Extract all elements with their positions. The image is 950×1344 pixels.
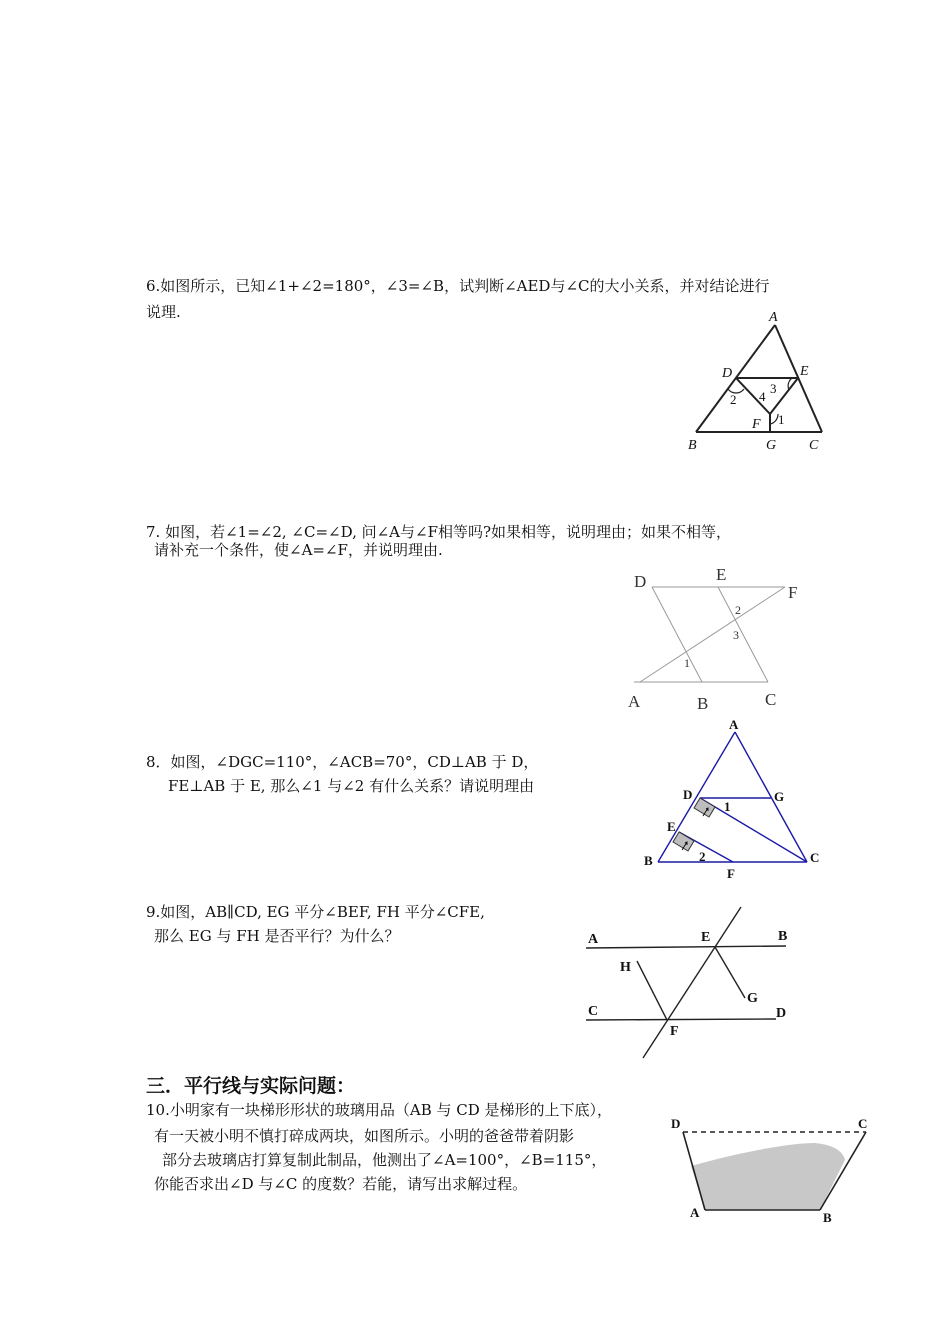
q7-label-F: F bbox=[788, 583, 798, 602]
q8-label-F: F bbox=[727, 866, 735, 881]
q6-label-F: F bbox=[752, 417, 761, 432]
q6-label-B: B bbox=[688, 438, 697, 453]
q9-figure bbox=[580, 900, 800, 1065]
q7-text-line2: 请补充一个条件，使∠A=∠F，并说明理由. bbox=[154, 541, 443, 559]
q6-label-G: G bbox=[766, 438, 777, 453]
q10-text-line1: 10.小明家有一块梯形形状的玻璃用品（AB 与 CD 是梯形的上下底）， bbox=[146, 1101, 613, 1119]
q7-line-db bbox=[652, 587, 702, 682]
q9-label-F: F bbox=[670, 1024, 679, 1039]
q8-side-ac bbox=[735, 732, 807, 862]
q7-label-E: E bbox=[716, 565, 727, 584]
q10-label-D: D bbox=[671, 1116, 681, 1131]
q6-label-E: E bbox=[800, 364, 809, 379]
q8-label-B: B bbox=[644, 853, 653, 868]
q10-label-A: A bbox=[690, 1205, 700, 1220]
q7-angle-2: 2 bbox=[735, 603, 741, 617]
q7-figure bbox=[620, 560, 810, 715]
q8-label-C: C bbox=[810, 850, 820, 865]
q9-label-C: C bbox=[588, 1004, 599, 1019]
q9-transversal bbox=[643, 907, 741, 1058]
q7-label-C: C bbox=[765, 690, 777, 709]
q7-text-line1: 7. 如图，若∠1=∠2, ∠C=∠D, 问∠A与∠F相等吗?如果相等，说明理由；如果不相等， bbox=[146, 523, 732, 541]
q9-label-E: E bbox=[701, 930, 711, 945]
q6-angle-1-arc bbox=[770, 414, 778, 424]
q8-label-A: A bbox=[729, 717, 739, 732]
q9-text-line1: 9.如图，AB∥CD, EG 平分∠BEF, FH 平分∠CFE, bbox=[146, 903, 485, 921]
q7-label-A: A bbox=[628, 692, 641, 711]
q10-figure bbox=[665, 1110, 880, 1230]
q9-ray-eg bbox=[715, 947, 745, 998]
q9-label-B: B bbox=[778, 929, 788, 944]
q10-text-line3: 部分去玻璃店打算复制此制品，他测出了∠A=100°，∠B=115°， bbox=[162, 1151, 607, 1169]
q9-ray-fh bbox=[637, 961, 667, 1020]
q9-label-H: H bbox=[620, 960, 631, 975]
q7-angle-3: 3 bbox=[733, 628, 739, 642]
q7-label-B: B bbox=[697, 694, 709, 713]
q7-label-D: D bbox=[634, 572, 647, 591]
q9-label-A: A bbox=[588, 932, 599, 947]
q6-angle-4: 4 bbox=[759, 389, 766, 404]
q6-angle-2: 2 bbox=[730, 392, 737, 407]
q8-figure bbox=[640, 715, 825, 885]
q7-line-af bbox=[640, 587, 785, 682]
q8-text-line2: FE⊥AB 于 E, 那么∠1 与∠2 有什么关系？请说明理由 bbox=[168, 777, 535, 795]
q8-label-G: G bbox=[774, 789, 785, 804]
q9-text-line2: 那么 EG 与 FH 是否平行？为什么？ bbox=[154, 927, 400, 945]
q6-label-C: C bbox=[809, 438, 819, 453]
q7-line-ec bbox=[718, 587, 768, 682]
q8-angle-1: 1 bbox=[724, 799, 731, 814]
q6-figure bbox=[680, 305, 840, 455]
q10-text-line2: 有一天被小明不慎打碎成两块，如图所示。小明的爸爸带着阴影 bbox=[154, 1127, 575, 1145]
section-3-title: 三．平行线与实际问题： bbox=[146, 1075, 356, 1097]
q6-text-line1: 6.如图所示，已知∠1+∠2=180°，∠3=∠B，试判断∠AED与∠C的大小关系，并对结论进行 bbox=[146, 277, 770, 295]
q7-angle-1: 1 bbox=[684, 656, 690, 670]
q6-angle-1: 1 bbox=[778, 412, 785, 427]
q9-label-D: D bbox=[776, 1006, 787, 1021]
q9-line-ab bbox=[586, 946, 786, 948]
q8-label-D: D bbox=[683, 787, 693, 802]
q6-label-D: D bbox=[722, 366, 733, 381]
q8-text-line1: 8．如图，∠DGC=110°，∠ACB=70°，CD⊥AB 于 D， bbox=[146, 753, 539, 771]
q9-label-G: G bbox=[747, 991, 758, 1006]
q6-text-line2: 说理. bbox=[146, 303, 181, 321]
q10-text-line4: 你能否求出∠D 与∠C 的度数？若能，请写出求解过程。 bbox=[154, 1175, 528, 1193]
q6-angle-3: 3 bbox=[770, 381, 777, 396]
q8-label-E: E bbox=[667, 819, 676, 834]
q9-line-cd bbox=[586, 1019, 776, 1020]
q8-angle-2: 2 bbox=[699, 849, 706, 864]
q6-label-A: A bbox=[769, 310, 778, 325]
q10-label-B: B bbox=[823, 1210, 832, 1225]
q10-shaded-piece bbox=[691, 1143, 845, 1210]
q10-label-C: C bbox=[858, 1116, 868, 1131]
